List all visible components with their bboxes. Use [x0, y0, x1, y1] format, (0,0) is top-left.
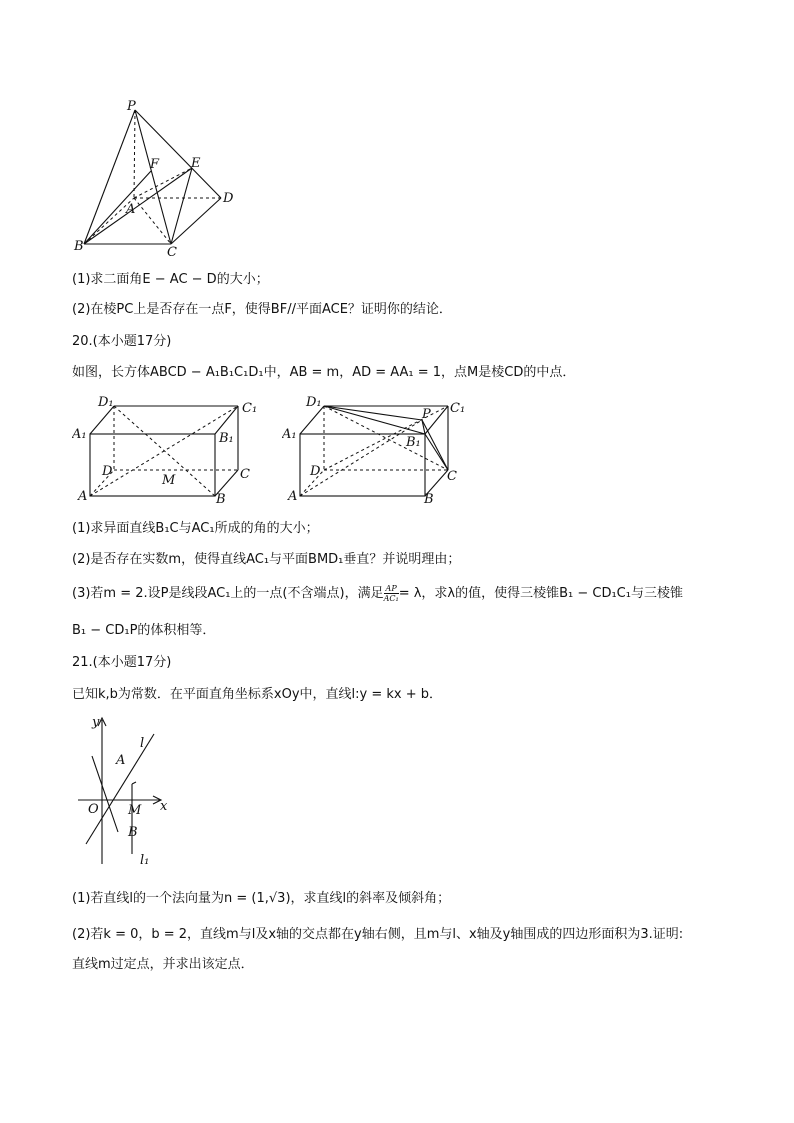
q19-part1: (1)求二面角E − AC − D的大小；	[72, 272, 269, 287]
q21-part1: (1)若直线l的一个法向量为n = (1,√3)，求直线l的斜率及倾斜角；	[72, 891, 451, 906]
frac-num: AP	[385, 584, 397, 593]
q21-header: 21.(本小题17分)	[72, 655, 172, 670]
label-x: x	[160, 799, 168, 814]
label-C1: C₁	[450, 401, 466, 416]
label-F: F	[150, 157, 160, 172]
q20-part3-b: = λ，求λ的值，使得三棱锥B₁ − CD₁C₁与三棱锥	[398, 586, 683, 601]
label-B1: B₁	[406, 435, 421, 450]
label-M: M	[128, 803, 142, 818]
cuboid-figure-left	[72, 394, 262, 506]
label-C: C	[447, 469, 457, 484]
label-A: A	[126, 202, 136, 217]
q20-header: 20.(本小题17分)	[72, 334, 172, 349]
label-C1: C₁	[242, 401, 258, 416]
q21-part2: (2)若k = 0，b = 2，直线m与l及x轴的交点都在y轴右侧，且m与l、x轴及y轴围成的四边形面积为3.证明:	[72, 927, 684, 942]
label-A: A	[78, 489, 88, 504]
label-A: A	[288, 489, 298, 504]
label-O: O	[88, 802, 99, 817]
label-B: B	[128, 825, 138, 840]
q20-part2: (2)是否存在实数m，使得直线AC₁与平面BMD₁垂直？并说明理由；	[72, 552, 461, 567]
label-A1: A₁	[282, 427, 297, 442]
label-y: y	[92, 715, 100, 730]
q20-intro: 如图，长方体ABCD − A₁B₁C₁D₁中，AB = m，AD = AA₁ = 1，点M是棱CD的中点．	[72, 365, 576, 380]
label-B: B	[74, 239, 84, 254]
pyramid-figure	[72, 98, 242, 258]
q21-part2-cont: 直线m过定点，并求出该定点．	[72, 957, 254, 972]
q20-part3-cont: B₁ − CD₁P的体积相等．	[72, 623, 216, 638]
q20-part3	[72, 584, 683, 603]
label-P: P	[422, 407, 431, 422]
coordinate-figure	[78, 714, 178, 872]
ratio-fraction	[384, 584, 399, 603]
label-M: M	[162, 473, 176, 488]
label-B1: B₁	[219, 431, 234, 446]
label-D: D	[102, 464, 113, 479]
label-l: l	[140, 736, 145, 751]
cuboid-figure-right	[282, 394, 472, 506]
label-l1: l₁	[140, 853, 150, 868]
label-C: C	[240, 467, 250, 482]
label-C: C	[167, 245, 177, 258]
label-D: D	[310, 464, 321, 479]
label-D: D	[223, 191, 234, 206]
frac-den: AC₁	[383, 594, 399, 603]
label-A: A	[116, 753, 126, 768]
q21-intro: 已知k,b为常数．在平面直角坐标系xOy中，直线l:y = kx + b．	[72, 687, 443, 702]
label-D1: D₁	[98, 395, 114, 410]
label-D1: D₁	[306, 395, 322, 410]
label-B: B	[216, 492, 226, 506]
q20-part1: (1)求异面直线B₁C与AC₁所成的角的大小；	[72, 521, 319, 536]
label-B: B	[424, 492, 434, 506]
label-E: E	[191, 156, 201, 171]
label-A1: A₁	[72, 427, 87, 442]
label-P: P	[127, 99, 136, 114]
q19-part2: (2)在棱PC上是否存在一点F，使得BF//平面ACE？证明你的结论．	[72, 302, 452, 317]
q20-part3-a: (3)若m = 2.设P是线段AC₁上的一点(不含端点)，满足	[72, 586, 384, 601]
